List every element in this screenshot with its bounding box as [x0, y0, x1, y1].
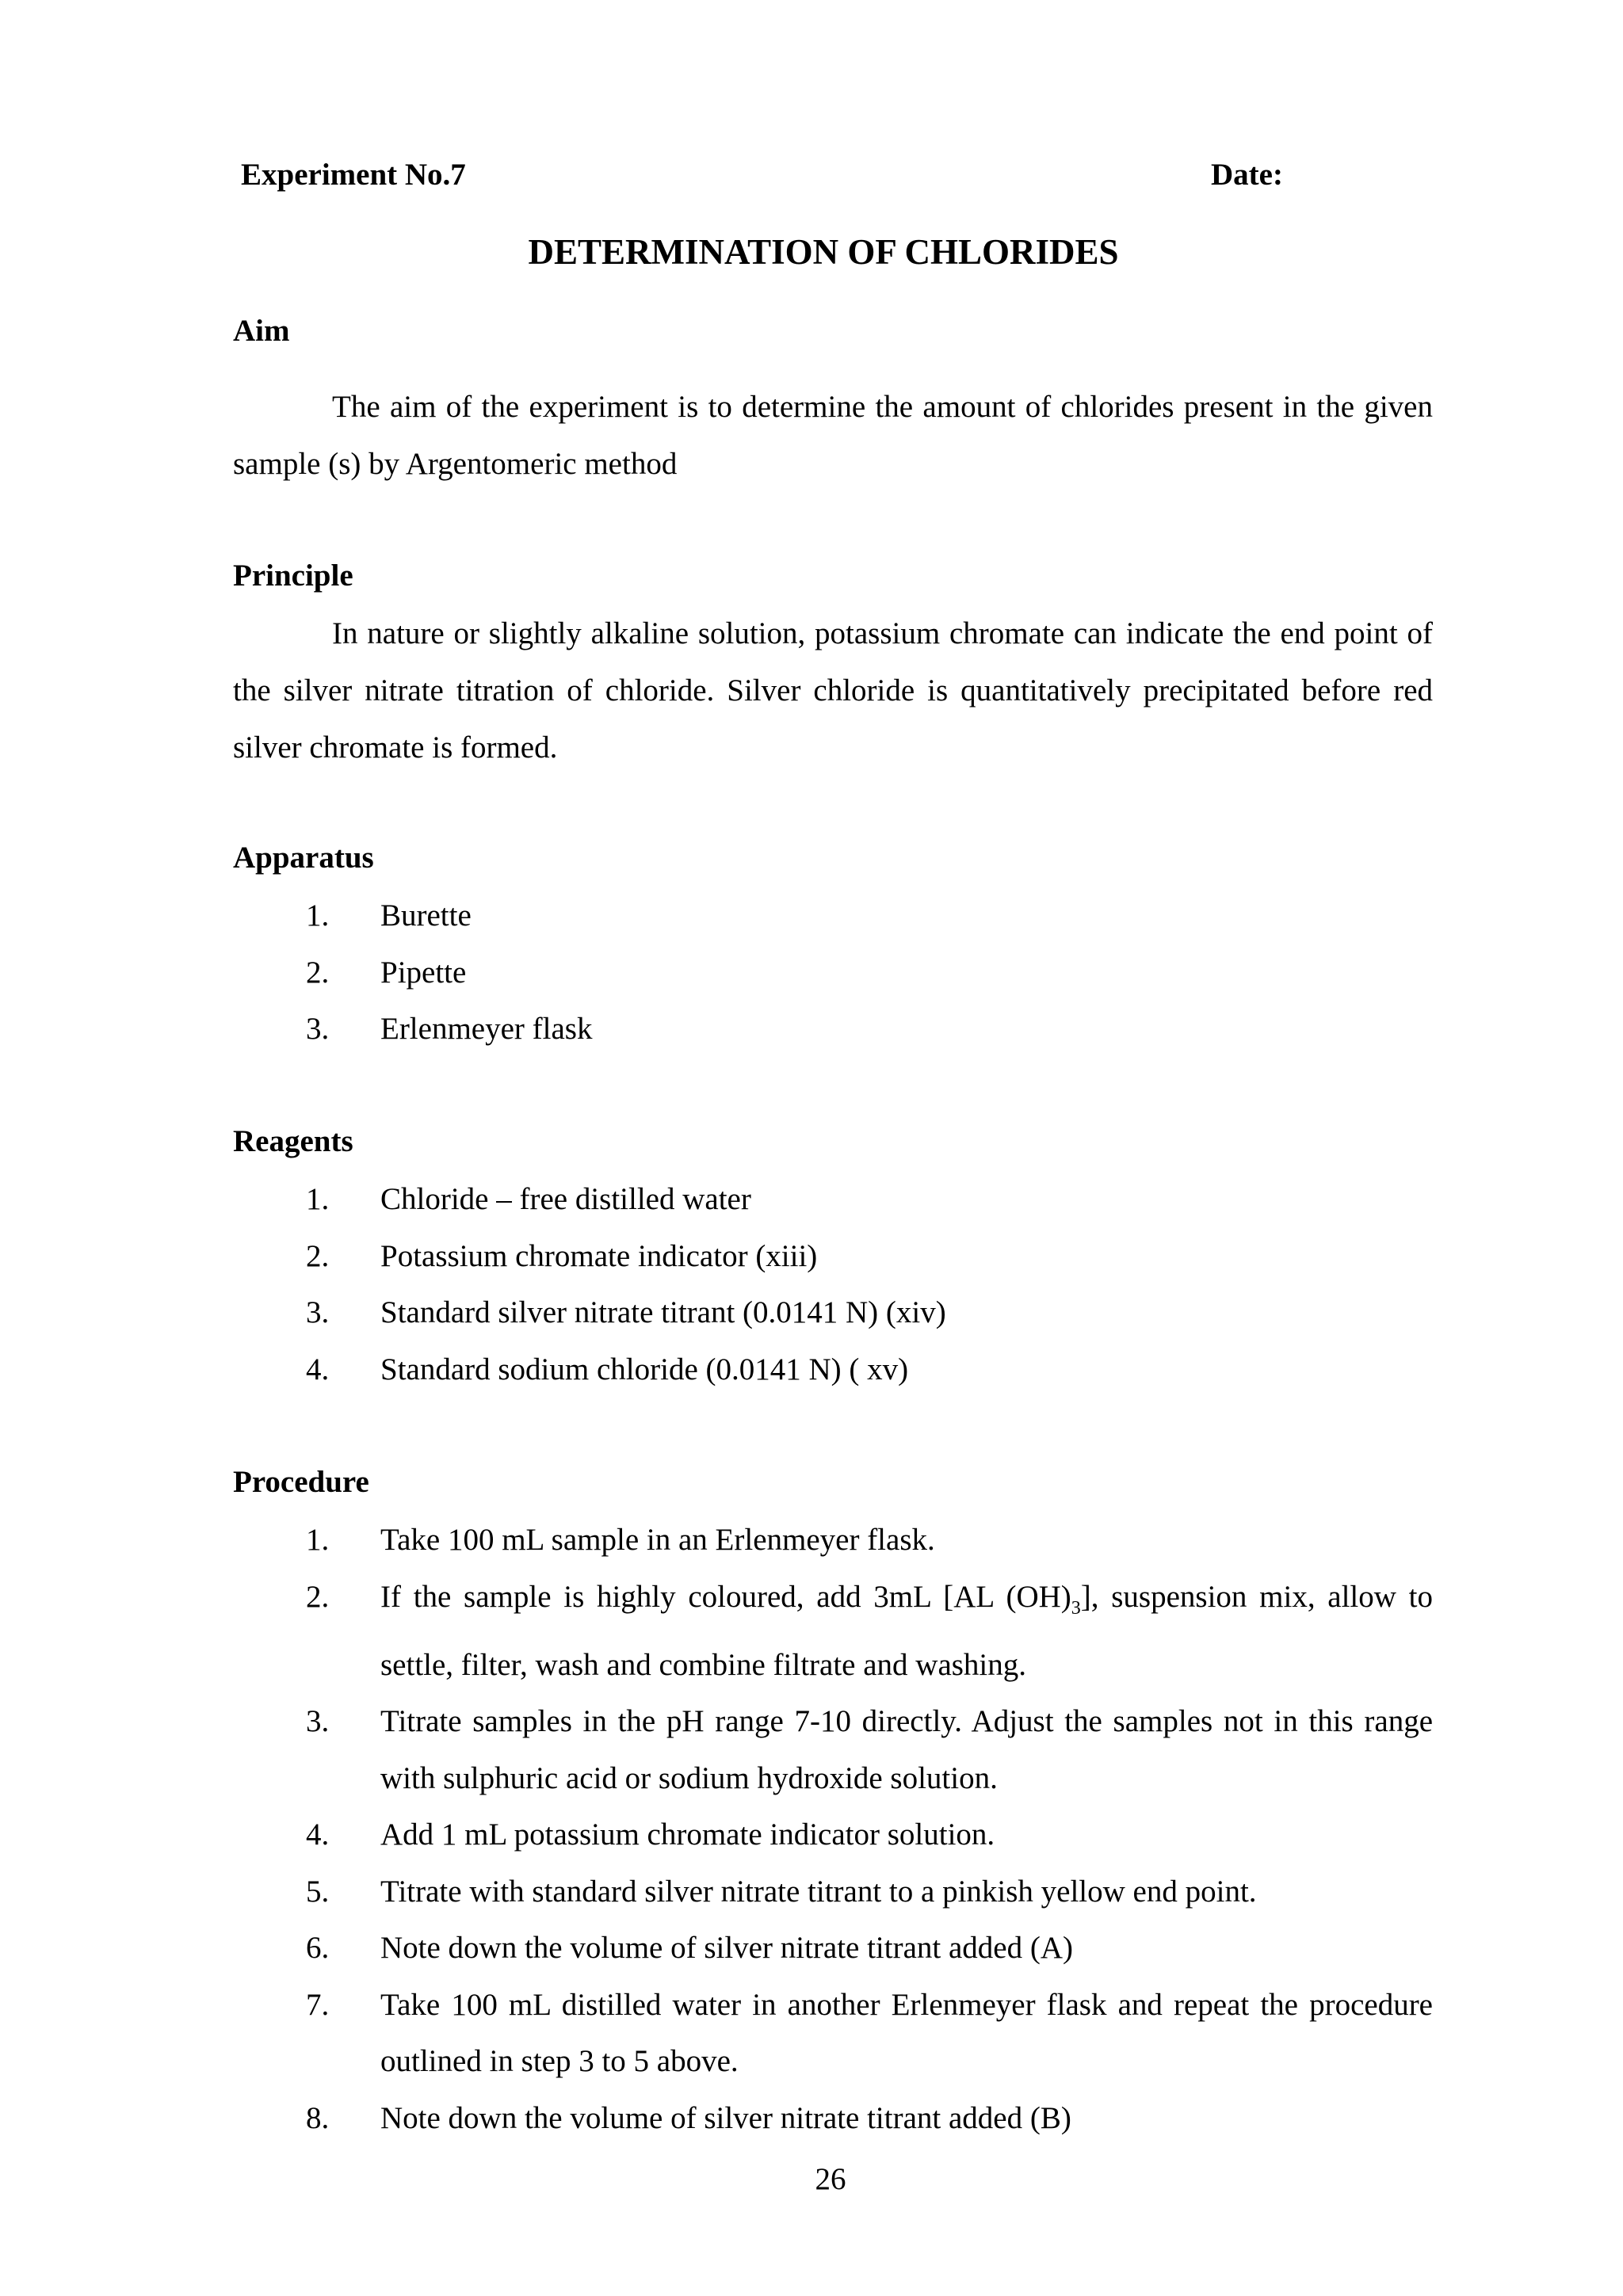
aim-paragraph — [233, 379, 1433, 493]
principle-text: In nature or slightly alkaline solution, potassium chromate can indicate the end point of the silver nitrate titration of chloride. Silver chloride is quantitatively precipitated before red silver chromate is formed. — [233, 616, 1433, 765]
list-item: 2. Pipette — [306, 955, 467, 990]
procedure-list — [233, 1512, 1433, 2146]
list-item: 1. Chloride – free distilled water — [306, 1182, 751, 1216]
date-label: Date: — [1211, 158, 1283, 192]
document-title: DETERMINATION OF CHLORIDES — [528, 232, 1119, 272]
list-item: 3. Erlenmeyer flask — [306, 1012, 593, 1046]
list-item: 1. Burette — [306, 898, 472, 933]
reagents-list — [233, 1171, 1433, 1398]
list-item: 4. Add 1 mL potassium chromate indicator solution. — [306, 1817, 995, 1852]
aim-heading: Aim — [233, 314, 290, 348]
experiment-number: Experiment No.7 — [241, 158, 466, 192]
principle-heading: Principle — [233, 559, 353, 593]
reagents-heading: Reagents — [233, 1124, 353, 1158]
apparatus-heading: Apparatus — [233, 841, 374, 875]
list-item: 4. Standard sodium chloride (0.0141 N) ( xv) — [306, 1352, 909, 1386]
list-item: 3. Standard silver nitrate titrant (0.0141 N) (xiv) — [306, 1295, 946, 1329]
list-item: 6. Note down the volume of silver nitrate titrant added (A) — [306, 1931, 1073, 1966]
procedure-heading: Procedure — [233, 1465, 369, 1499]
page-number: 26 — [815, 2162, 846, 2196]
principle-paragraph — [233, 605, 1433, 776]
apparatus-list — [233, 887, 1433, 1058]
aim-text: The aim of the experiment is to determine the amount of chlorides present in the given sample (s) by Argentomeric method — [233, 390, 1433, 481]
list-item: 2. Potassium chromate indicator (xiii) — [306, 1238, 818, 1273]
list-item: 3. Titrate samples in the pH range 7-10 directly. Adjust the samples not in this range with sulphuric acid or sodium hydroxide solution. — [306, 1704, 1433, 1795]
list-item: 2. If the sample is highly coloured, add 3mL [AL $(OH)_3$], suspension mix, allow to settle, filter, wash and combine filtrate and washing. — [306, 1579, 1433, 1682]
list-item: 7. Take 100 mL distilled water in another Erlenmeyer flask and repeat the procedure outlined in step 3 to 5 above. — [306, 1987, 1433, 2079]
list-item: 1. Take 100 mL sample in an Erlenmeyer flask. — [306, 1523, 935, 1557]
header-row — [0, 155, 1623, 195]
list-item: 8. Note down the volume of silver nitrate titrant added (B) — [306, 2100, 1071, 2135]
list-item: 5. Titrate with standard silver nitrate titrant to a pinkish yellow end point. — [306, 1874, 1257, 1909]
